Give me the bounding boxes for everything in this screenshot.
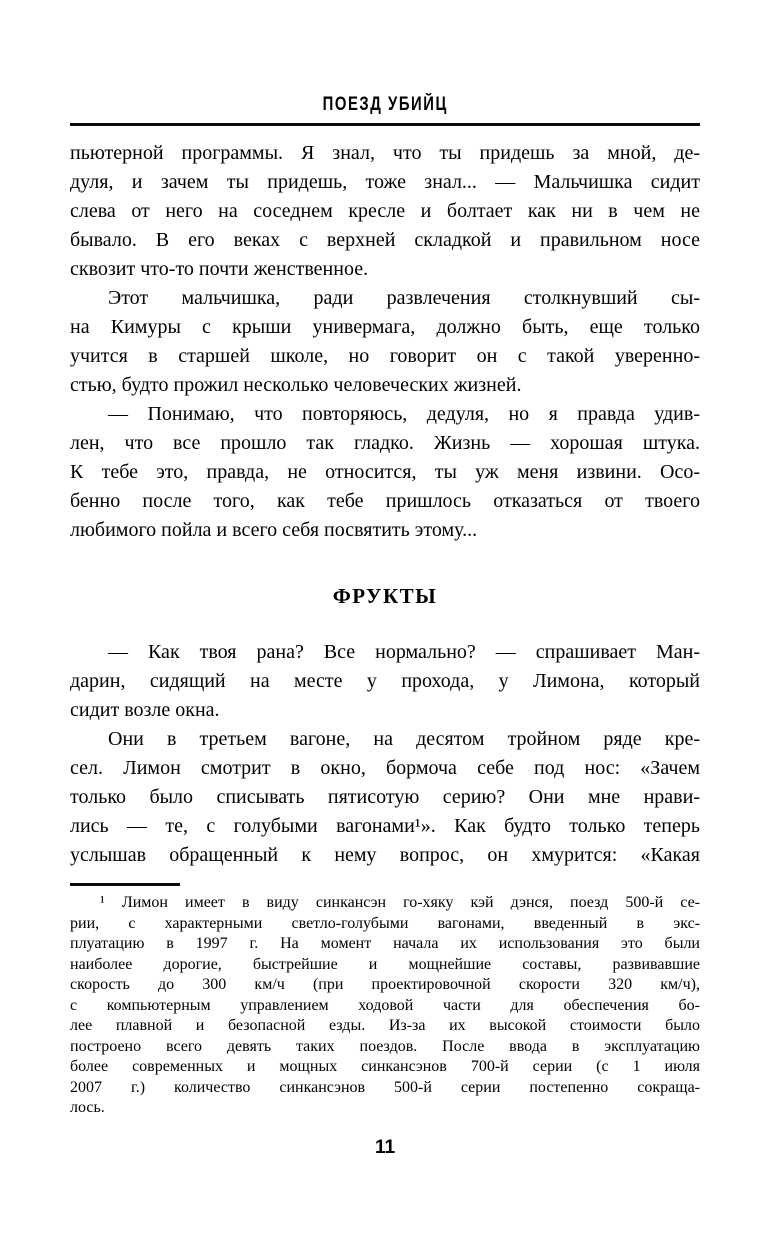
header-rule [70,123,700,126]
text-line: дарин, сидящий на месте у прохода, у Лимона, который [70,670,700,692]
body-text [70,139,700,870]
text-line: на Кимуры с крыши универмага, должно быть, еще только [70,316,700,338]
text-line: наиболее дорогие, быстрейшие и мощнейшие составы, развивавшие [70,955,700,973]
running-head [70,94,700,116]
footnote-text [70,893,700,1119]
text-line: учится в старшей школе, но говорит он с такой уверенно- [70,345,700,367]
text-line: лось. [70,1099,105,1116]
text-line: ¹ Лимон имеет в виду синкансэн го-хяку кэй дэнся, поезд 500-й се- [100,894,700,911]
text-line: любимого пойла и всего себя посвятить этому... [70,519,478,541]
text-line: 2007 г.) количество синкансэнов 500-й серии постепенно сокраща- [70,1078,700,1096]
text-line: Этот мальчишка, ради развлечения столкнувший сы- [108,287,700,309]
text-line: сидит возле окна. [70,699,220,721]
text-line: лее плавной и безопасной езды. Из-за их высокой стоимости было [70,1017,700,1034]
text-line: пьютерной программы. Я знал, что ты придешь за мной, де- [70,142,700,164]
text-line: только было списывать пятисотую серию? Они мне нрави- [70,786,700,808]
text-line: построено всего девять таких поездов. После ввода в эксплуатацию [70,1037,700,1055]
text-line: сел. Лимон смотрит в окно, бормоча себе под нос: «Зачем [70,757,700,779]
text-line: — Как твоя рана? Все нормально? — спрашивает Ман- [108,641,700,663]
text-line: Они в третьем вагоне, на десятом тройном ряде кре- [108,728,700,750]
text-line: лен, что все прошло так гладко. Жизнь — хорошая штука. [70,432,700,454]
text-line: бывало. В его веках с верхней складкой и правильном носе [70,229,700,251]
paragraph [70,725,700,870]
text-line: бенно после того, как тебе пришлось отказаться от твоего [70,490,700,512]
text-line: слева от него на соседнем кресле и болтает как ни в чем не [70,200,700,222]
text-line: лись — те, с голубыми вагонами¹». Как будто только теперь [70,815,700,837]
section-heading: ФРУКТЫ [332,584,438,608]
paragraph [70,638,700,725]
footnote-separator [70,883,180,886]
text-line: — Понимаю, что повторяюсь, дедуля, но я правда удив- [108,403,700,425]
text-line: К тебе это, правда, не относится, ты уж меня извини. Осо- [70,461,700,483]
text-line: с компьютерным управлением ходовой части для обеспечения бо- [70,996,700,1014]
text-line: сквозит что-то почти женственное. [70,258,369,280]
page-number: 11 [374,1136,396,1158]
paragraph [70,284,700,400]
running-head-title: ПОЕЗД УБИЙЦ [322,94,448,115]
text-line: дуля, и зачем ты придешь, тоже знал... — Мальчишка сидит [70,171,700,193]
text-line: более современных и мощных синкансэнов 700-й серии (с 1 июля [70,1058,700,1075]
text-line: рии, с характерными светло-голубыми вагонами, введенный в экс- [70,914,700,932]
paragraph [70,400,700,545]
text-line: услышав обращенный к нему вопрос, он хмурится: «Какая [70,844,700,866]
paragraph [70,139,700,284]
text-line: плуатацию в 1997 г. На момент начала их использования это были [70,935,700,952]
text-line: стью, будто прожил несколько человеческих жизней. [70,374,522,396]
text-line: скорость до 300 км/ч (при проектировочной скорости 320 км/ч), [70,976,700,993]
